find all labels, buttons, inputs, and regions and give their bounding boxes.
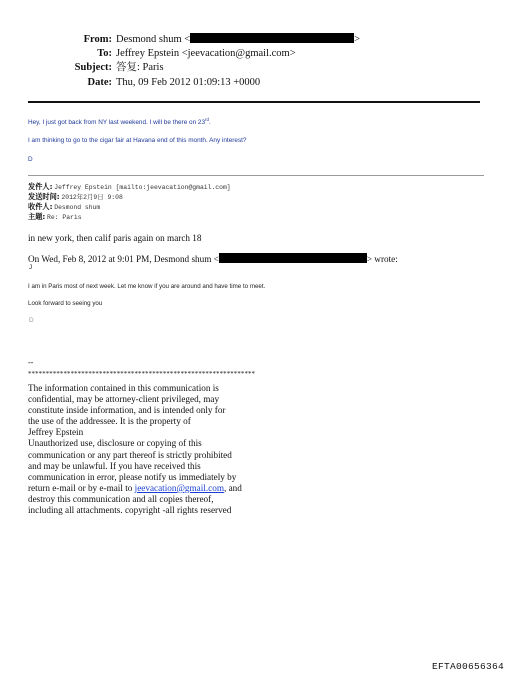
email-link[interactable]: jeevacation@gmail.com [134, 482, 224, 493]
fwd-from-row [28, 182, 231, 192]
to-label: To: [97, 48, 112, 59]
notice-line: including all attachments. copyright -all rights reserved [28, 505, 232, 516]
redaction-block [190, 33, 354, 43]
notice-line: communication or any part thereof is strictly prohibited [28, 449, 232, 460]
notice-line-notify [28, 483, 328, 494]
quoted-intro [28, 253, 398, 264]
fwd-from-value: Jeffrey Epstein [mailto:jeevacation@gmail.com] [54, 184, 231, 191]
quoted-line-2: Look forward to seeing you [28, 300, 103, 307]
message-line-2: I am thinking to go to the cigar fair at Havana end of this month. Any interest? [28, 137, 247, 144]
fwd-subject-row [28, 212, 82, 222]
message-line-1-sup: rd [205, 117, 210, 122]
from-value [116, 33, 360, 46]
to-value: Jeffrey Epstein <jeevacation@gmail.com> [116, 48, 296, 59]
notice-line: and may be unlawful. If you have received this [28, 460, 201, 471]
message-line-1 [28, 117, 211, 126]
fwd-subject-value: Re: Paris [47, 214, 82, 221]
redaction-block [219, 253, 367, 263]
quoted-line-1: I am in Paris most of next week. Let me know if you are around and have time to meet. [28, 283, 266, 290]
message-line-1-end: . [209, 119, 211, 127]
forward-divider [28, 175, 484, 176]
message-line-1-text: Hey, I just got back from NY last weekend. I will be there on 23 [28, 119, 206, 127]
fwd-sent-value: 2012年2月9日 9:08 [61, 194, 123, 201]
notice-line: the use of the addressee. It is the property of [28, 416, 191, 427]
from-close: > [354, 34, 361, 45]
fwd-to-label: 收件人: [28, 202, 53, 211]
quoted-initial: J [29, 264, 33, 271]
fwd-subject-label: 主题: [28, 212, 46, 221]
from-label: From: [83, 34, 112, 45]
from-name: Desmond shum < [116, 34, 191, 45]
confidentiality-notice [28, 383, 328, 516]
fwd-sent-row [28, 192, 123, 202]
notice-line: destroy this communication and all copies thereof, [28, 493, 214, 504]
quoted-intro-suffix: > wrote: [366, 254, 398, 264]
notify-suffix: , and [223, 482, 242, 493]
notify-prefix: return e-mail or by e-mail to [28, 482, 135, 493]
notice-line: constitute inside information, and is intended only for [28, 405, 226, 416]
notice-line: Jeffrey Epstein [28, 427, 84, 438]
fwd-to-row [28, 202, 100, 212]
subject-value: 答复: Paris [116, 62, 164, 73]
fwd-sent-label: 发送时间: [28, 192, 60, 201]
notice-line: Unauthorized use, disclosure or copying of this [28, 438, 202, 449]
header-divider [28, 101, 480, 103]
fwd-from-label: 发件人: [28, 182, 53, 191]
fwd-to-value: Desmond shum [54, 204, 101, 211]
notice-line: confidential, may be attorney-client privileged, may [28, 394, 220, 405]
quoted-intro-prefix: On Wed, Feb 8, 2012 at 9:01 PM, Desmond shum < [28, 254, 219, 264]
message-signoff: D [28, 156, 33, 163]
date-value: Thu, 09 Feb 2012 01:09:13 +0000 [116, 77, 261, 88]
signature-dashes: -- [28, 358, 34, 367]
notice-line: The information contained in this communication is [28, 383, 219, 393]
subject-label: Subject: [74, 62, 112, 73]
quoted-signoff: D [29, 317, 34, 324]
date-label: Date: [87, 77, 112, 88]
bates-number: EFTA00656364 [431, 661, 504, 672]
notice-line: communication in error, please notify us immediately by [28, 471, 237, 482]
signature-stars: **************************************************************** [28, 371, 256, 378]
reply-body: in new york, then calif paris again on march 18 [28, 233, 202, 243]
